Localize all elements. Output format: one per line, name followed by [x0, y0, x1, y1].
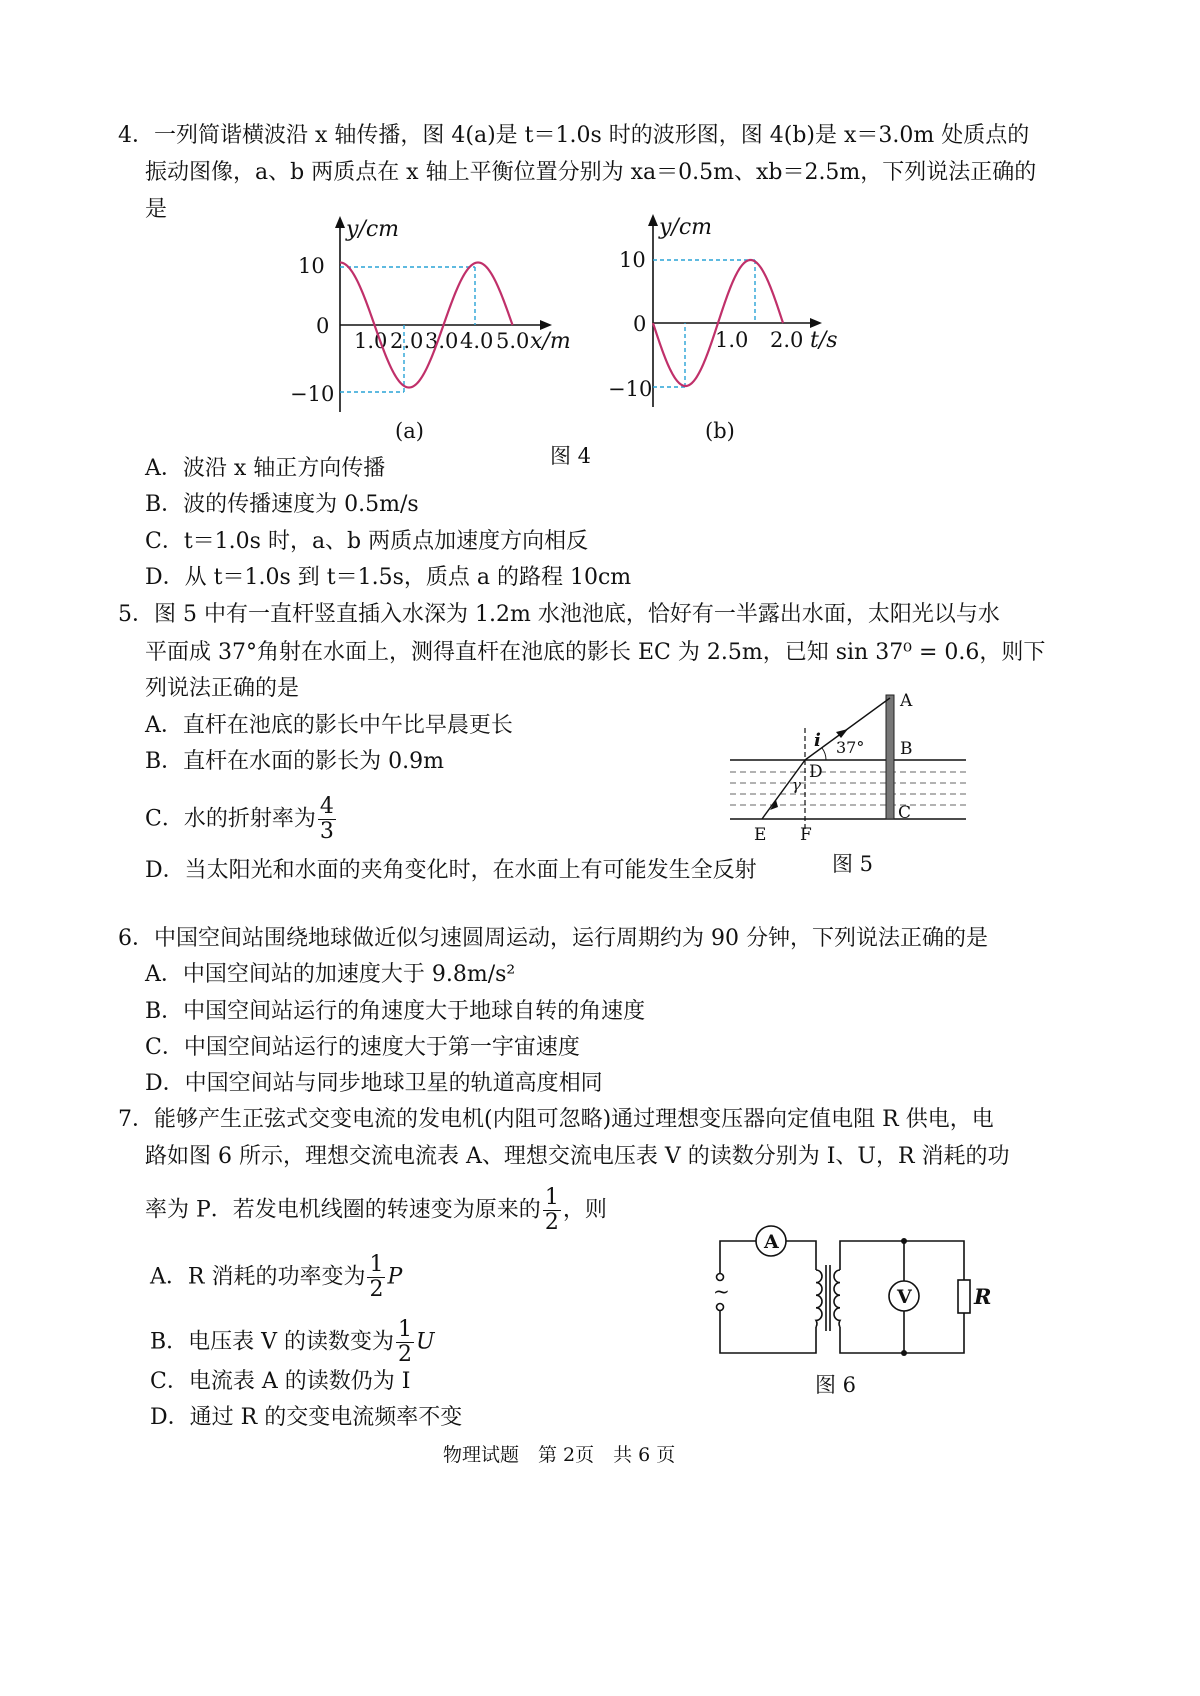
label-B: B — [900, 739, 913, 759]
voltmeter-label: V — [897, 1286, 912, 1308]
q6-stem: 6．中国空间站围绕地球做近似匀速圆周运动，运行周期约为 90 分钟，下列说法正确的是 — [118, 926, 988, 951]
figure-4b-chart — [605, 212, 845, 422]
vertical-rod — [886, 695, 894, 819]
fraction-4-3: $\frac{4}{3}$ — [319, 794, 334, 844]
ytick-b-10: 10 — [619, 248, 646, 272]
primary-coil — [816, 1270, 822, 1327]
label-F: F — [800, 825, 812, 845]
angle-arc — [822, 748, 826, 760]
xlabel-b: t/s — [810, 328, 838, 353]
q5-option-c-text: C．水的折射率为 — [145, 806, 316, 832]
xlabel-a: x/m — [530, 329, 571, 354]
fraction-1-2-b: $\frac{1}{2}$ — [398, 1317, 413, 1367]
q7-stem-line2: 路如图 6 所示，理想交流电流表 A、理想交流电压表 V 的读数分别为 I、U，R 消耗的功 — [145, 1144, 1010, 1169]
q4-stem-line2: 振动图像，a、b 两质点在 x 轴上平衡位置分别为 xa＝0.5m、xb＝2.5m，下列说法正确的 — [145, 160, 1037, 185]
label-gamma: γ — [792, 776, 801, 794]
source-terminal-bottom — [717, 1304, 724, 1311]
q5-option-b: B．直杆在水面的影长为 0.9m — [145, 749, 445, 774]
junction-bottom — [901, 1350, 907, 1356]
xtick-a-5: 5.0 — [496, 329, 530, 353]
q5-option-c — [145, 795, 338, 844]
ytick-b-neg10: −10 — [608, 377, 653, 401]
q6-option-a: A．中国空间站的加速度大于 9.8m/s² — [145, 962, 516, 987]
label-37deg: 37° — [836, 738, 865, 757]
q5-stem-line2: 平面成 37°角射在水面上，测得直杆在池底的影长 EC 为 2.5m，已知 sin 37⁰ = 0.6，则下 — [145, 640, 1046, 665]
figure-4a-caption: (a) — [395, 419, 424, 443]
water-lines — [730, 772, 966, 805]
ytick-a-10: 10 — [298, 254, 325, 278]
figure-5-caption: 图 5 — [832, 852, 874, 876]
figure-4a-chart — [290, 212, 590, 422]
ylabel-b: y/cm — [659, 215, 713, 240]
ammeter-label: A — [764, 1231, 779, 1253]
guide-b-bottom — [653, 323, 685, 387]
figure-6-caption: 图 6 — [815, 1373, 857, 1397]
q4-option-c: C．t＝1.0s 时，a、b 两质点加速度方向相反 — [145, 529, 589, 554]
q7-option-a: A．R 消耗的功率变为 $\frac{1}{2}$ P — [150, 1252, 403, 1302]
ytick-a-neg10: −10 — [290, 382, 335, 406]
figure-5-diagram — [728, 690, 988, 850]
xtick-b-1: 1.0 — [715, 328, 749, 352]
q4-stem-line3: 是 — [145, 197, 168, 222]
xtick-a-1: 1.0 — [354, 329, 388, 353]
q6-option-b: B．中国空间站运行的角速度大于地球自转的角速度 — [145, 999, 646, 1024]
q7-option-b: B．电压表 V 的读数变为 $\frac{1}{2}$ U — [150, 1317, 435, 1367]
q5-option-d: D．当太阳光和水面的夹角变化时，在水面上有可能发生全反射 — [145, 858, 757, 883]
xtick-a-3: 3.0 — [425, 329, 459, 353]
label-A: A — [900, 691, 913, 711]
figure-4-caption: 图 4 — [550, 444, 592, 468]
resistor-label: R — [974, 1284, 992, 1309]
q4-option-d: D．从 t＝1.0s 到 t＝1.5s，质点 a 的路程 10cm — [145, 565, 632, 590]
fraction-1-2-a: $\frac{1}{2}$ — [369, 1252, 384, 1302]
q4-option-a: A．波沿 x 轴正方向传播 — [145, 456, 386, 481]
figure-6-circuit — [708, 1225, 992, 1365]
xtick-b-2: 2.0 — [770, 328, 804, 352]
q5-option-a: A．直杆在池底的影长中午比早晨更长 — [145, 713, 513, 738]
q7-option-c: C．电流表 A 的读数仍为 I — [150, 1369, 411, 1394]
ac-source-symbol: ~ — [713, 1279, 730, 1303]
fraction-1-2: $\frac{1}{2}$ — [544, 1185, 559, 1235]
q4-option-b: B．波的传播速度为 0.5m/s — [145, 492, 419, 517]
q5-stem-line1: 5．图 5 中有一直杆竖直插入水深为 1.2m 水池池底，恰好有一半露出水面，太阳光以与水 — [118, 602, 1000, 627]
ylabel-a: y/cm — [346, 217, 400, 242]
secondary-coil — [834, 1270, 840, 1327]
resistor — [958, 1280, 970, 1313]
xtick-a-2: 2.0 — [390, 329, 424, 353]
q6-option-d: D．中国空间站与同步地球卫星的轨道高度相同 — [145, 1071, 603, 1096]
label-C: C — [898, 803, 912, 823]
q7-stem-line1: 7．能够产生正弦式交变电流的发电机(内阻可忽略)通过理想变压器向定值电阻 R 供电，电 — [118, 1107, 994, 1132]
label-D: D — [809, 762, 823, 782]
q5-stem-line3: 列说法正确的是 — [145, 676, 300, 701]
q6-option-c: C．中国空间站运行的速度大于第一宇宙速度 — [145, 1035, 580, 1060]
q7-stem-line3: 率为 P．若发电机线圈的转速变为原来的 $\frac{1}{2}$ ，则 — [145, 1185, 607, 1235]
xtick-a-4: 4.0 — [460, 329, 494, 353]
ytick-a-0: 0 — [316, 314, 330, 338]
ytick-b-0: 0 — [633, 312, 647, 336]
q4-stem-line1: 4．一列简谐横波沿 x 轴传播，图 4(a)是 t＝1.0s 时的波形图，图 4(b)是 x＝3.0m 处质点的 — [118, 123, 1030, 148]
junction-top — [901, 1238, 907, 1244]
label-E: E — [754, 825, 767, 845]
page-footer: 物理试题 第 2页 共 6 页 — [443, 1444, 676, 1466]
figure-4b-caption: (b) — [705, 419, 735, 443]
q7-option-d: D．通过 R 的交变电流频率不变 — [150, 1405, 463, 1430]
label-i: i — [814, 730, 821, 751]
axes-a — [335, 216, 552, 412]
primary-wire — [720, 1241, 816, 1353]
